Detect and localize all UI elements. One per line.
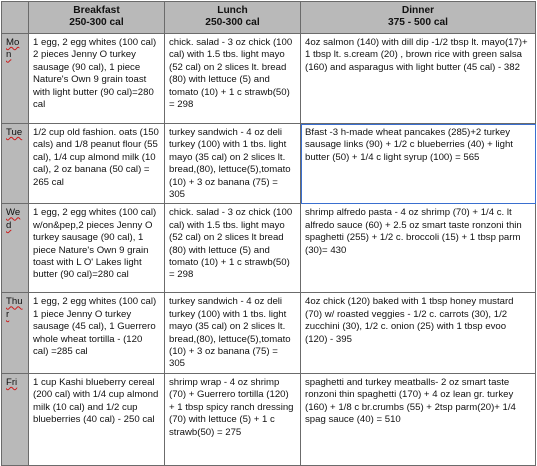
corner-cell	[2, 2, 29, 34]
dinner-cell: 4oz salmon (140) with dill dip -1/2 tbsp lt. mayo(17)+ 1 tbsp lt. s.cream (20) , brown rice with green salsa (160) and asparagus with light butter (45 cal) - 382	[301, 34, 536, 124]
breakfast-calories: 250-300 cal	[69, 17, 124, 28]
lunch-calories: 250-300 cal	[205, 17, 260, 28]
lunch-cell: turkey sandwich - 4 oz deli turkey (100) with 1 tbs. light mayo (35 cal) on 2 slices lt. bread,(80), lettuce(5),tomato (10) + 3 oz banana (75) = 305	[165, 293, 301, 373]
day-label: Mon	[2, 34, 29, 124]
dinner-header	[301, 2, 536, 34]
breakfast-cell: 1 egg, 2 egg whites (100 cal) 1 piece Jenny O turkey sausage (45 cal), 1 Guerrero whole wheat tortilla - (120 cal) =285 cal	[29, 293, 165, 373]
dinner-cell: shrimp alfredo pasta - 4 oz shrimp (70) + 1/4 c. lt alfredo sauce (60) + 2.5 oz smart taste ronzoni thin spaghetti (255) + 1/2 c. broccoli (15) + 1 tbsp parm (30)= 430	[301, 204, 536, 293]
lunch-cell: chick. salad - 3 oz chick (100 cal) with 1.5 tbs. light mayo (52 cal) on 2 slices lt bread (80) with lettuce (5) and tomato (10) + 1 c strawb(50) = 298	[165, 204, 301, 293]
table-row	[2, 204, 536, 293]
table-row	[2, 373, 536, 465]
breakfast-cell: 1 egg, 2 egg whites (100 cal) 2 pieces Jenny O turkey sausage (90 cal), 1 piece Nature's Own 9 grain toast with light butter (90 cal)=280 cal	[29, 34, 165, 124]
lunch-cell: chick. salad - 3 oz chick (100 cal) with 1.5 tbs. light mayo (52 cal) on 2 slices lt. bread (80) with lettuce (5) and tomato (10) + 1 c strawb(50) = 298	[165, 34, 301, 124]
day-label: Fri	[2, 373, 29, 465]
day-label: Tue	[2, 124, 29, 204]
breakfast-title: Breakfast	[73, 5, 120, 16]
dinner-calories: 375 - 500 cal	[387, 17, 449, 28]
breakfast-cell: 1 egg, 2 egg whites (100 cal) w/on&pep,2 pieces Jenny O turkey sausage (90 cal), 1 piece Nature's Own 9 grain toast with L O' Lakes light butter (90 cal)=280 cal	[29, 204, 165, 293]
lunch-header	[165, 2, 301, 34]
breakfast-header	[29, 2, 165, 34]
lunch-cell: turkey sandwich - 4 oz deli turkey (100) with 1 tbs. light mayo (35 cal) on 2 slices lt. bread,(80), lettuce(5),tomato (10) + 3 oz banana (75) = 305	[165, 124, 301, 204]
table-row	[2, 293, 536, 373]
lunch-title: Lunch	[217, 5, 248, 16]
table-row	[2, 34, 536, 124]
day-label: Thur	[2, 293, 29, 373]
dinner-cell: spaghetti and turkey meatballs- 2 oz smart taste ronzoni thin spaghetti (170) + 4 oz lean gr. turkey (160) + 1/8 c br.crumbs (55) + 2tsp parm(20)+ 1/4 spag sauce (40) = 510	[301, 373, 536, 465]
dinner-cell: Bfast -3 h-made wheat pancakes (285)+2 turkey sausage links (90) + 1/2 c blueberries (40) + light butter (50) + 1/4 c light syrup (100) = 565	[301, 124, 536, 204]
dinner-cell: 4oz chick (120) baked with 1 tbsp honey mustard (70) w/ roasted veggies - 1/2 c. carrots (30), 1/2 zucchini (30), 1/2 c. onion (25) with 1 tbsp evoo (120) - 395	[301, 293, 536, 373]
breakfast-cell: 1 cup Kashi blueberry cereal (200 cal) with 1/4 cup almond milk (10 cal) and 1/2 cup blueberries (40 cal) - 250 cal	[29, 373, 165, 465]
meal-plan-table	[1, 1, 536, 466]
table-row	[2, 124, 536, 204]
dinner-title: Dinner	[401, 5, 435, 16]
lunch-cell: shrimp wrap - 4 oz shrimp (70) + Guerrero tortilla (120) + 1 tbsp spicy ranch dressing (70) with lettuce (5) + 1 c strawb(50) = 275	[165, 373, 301, 465]
breakfast-cell: 1/2 cup old fashion. oats (150 cals) and 1/8 peanut flour (55 cal), 1/4 cup almond milk (10 cal), 2 oz banana (50 cal) = 265 cal	[29, 124, 165, 204]
header-row	[2, 2, 536, 34]
day-label: Wed	[2, 204, 29, 293]
